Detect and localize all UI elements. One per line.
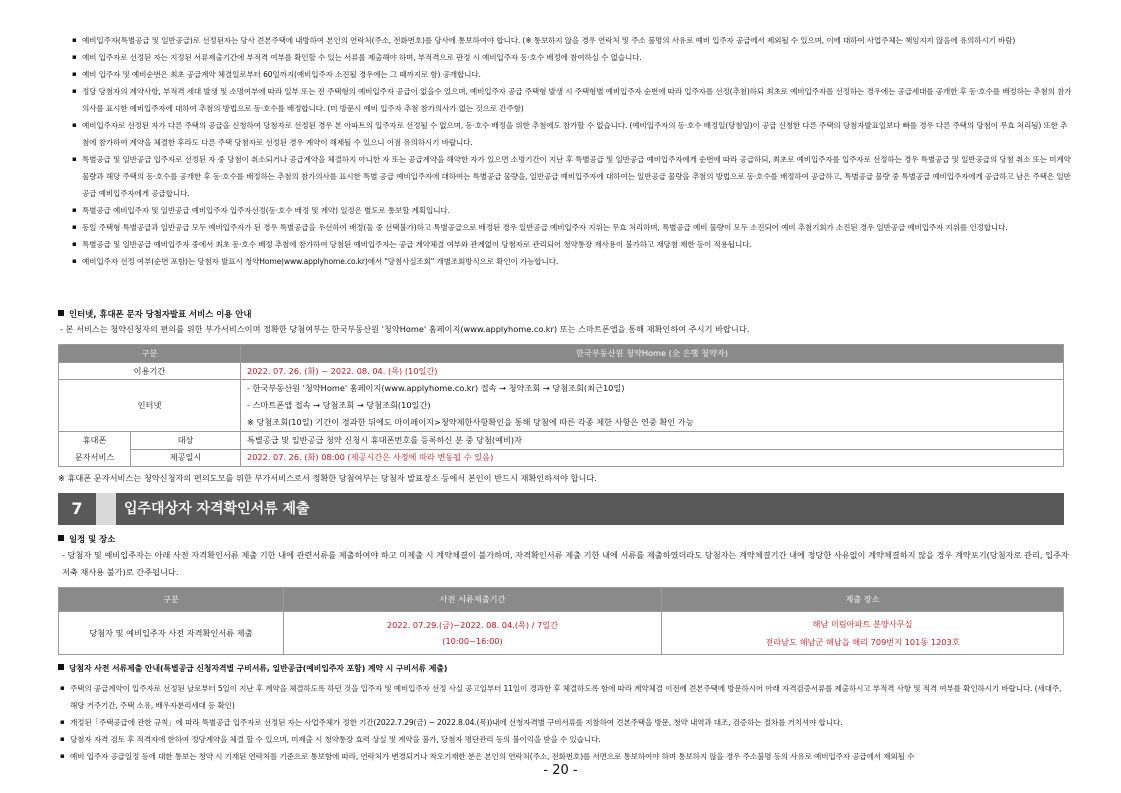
submission-period: 2022. 07.29.(금)~2022. 08. 04.(목) / 7일간 (10:00~16:00): [284, 612, 662, 655]
section-title: 입주대상자 자격확인서류 제출: [116, 493, 1064, 525]
list-item: ▪ 당첨자 자격 검토 후 적격자에 한하여 정당계약을 체결 할 수 있으며, 미제출 시 청약통장 효력 상실 및 계약을 불가, 당첨자 명단관리 등의 불이익을 받을 수 있습니다.: [60, 731, 1070, 748]
list-item: ▪ 예비입주자 선정 여부(순번 포함)는 당첨자 발표시 청약Home(www.applyhome.co.kr)에서 "당첨사실조회" 개별조회방식으로 확인이 가능합니다.: [72, 253, 1072, 270]
square-bullet-icon: [58, 664, 64, 670]
notice-table: [58, 344, 1064, 467]
target-value: 특별공급 및 일반공급 청약 신청시 휴대폰번호를 등록하신 분 중 당첨(예비)자: [241, 432, 1064, 450]
list-item: ▪ 예비입주자로 선정된 자가 다른 주택의 공급을 신청하여 당첨자로 선정된 경우 본 아파트의 입주자로 선정될 수 없으며, 동·호수 배정을 위한 추첨에도 참가할 수 없습니다. (예비입주자의 동·호수 배정일(당첨일)이 공급 신청한 다른 주택의 당첨자발표일보다 빠를 경우 다른 주택의 당첨이 무효 처리됨) 또한 추첨에 참가하여 계약을 체결한 후라도 다른 주택 당첨자로 선정된 경우 계약이 해제될 수 있으니 이점 유의하시기 바랍니다.: [72, 117, 1072, 151]
schedule-heading: 일정 및 장소: [58, 533, 115, 545]
internet-line: ※ 당첨조회(10일) 기간이 경과한 뒤에도 마이페이지>청약제한사항확인을 통해 당첨에 따른 각종 제한 사항은 연중 확인 가능: [247, 417, 694, 427]
list-item: ▪ 예비 입주자 공급일정 등에 대한 통보는 청약 시 기재된 연락처를 기준으로 통보함에 따라, 연락처가 변경되거나 착오기재한 분은 본인의 연락처(주소, 전화번호)를 서면으로 통보하여야 하며 통보하지 않을 경우 주소불명 등의 사유로 예비입주자 공급에서 제외될 수: [60, 748, 1070, 765]
list-item: ▪ 예비 입주자로 선정된 자는 지정된 서류제출기간에 부적격 여부를 확인할 수 있는 서류를 제출해야 하며, 부적격으로 판정 시 예비입주자 동·호수 배정에 참여하실 수 없습니다.: [72, 49, 1072, 66]
table-header: 구분: [59, 588, 284, 612]
list-item: ▪ 동일 주택형 특별공급과 일반공급 모두 예비입주자가 된 경우 특별공급을 우선하여 배정(둘 중 선택불가)하고 특별공급으로 배정된 경우 일반공급 예비입주자 지위는 무효 처리하며, 특별공급 예비 물량이 모두 소진되어 예비 추첨기회가 소진된 경우 일반공급 예비입주자 지위를 인정합니다.: [72, 219, 1072, 236]
square-bullet-icon: [58, 310, 64, 316]
list-item: ▪ 예비입주자(특별공급 및 일반공급)로 선정된자는 당사 견본주택에 내방하여 본인의 연락처(주소, 전화번호)를 당사에 통보하여야 합니다. (※ 통보하지 않을 경우 연락처 및 주소 불명의 사유로 예비 입주자 공급에서 제외될 수 있으며, 이에 대하여 사업주체는 책임지지 않음에 유의하시기 바람): [72, 32, 1072, 49]
internet-line: - 한국부동산원 '청약Home' 홈페이지(www.applyhome.co.kr) 접속 → 청약조회 → 당첨조회(최근10일): [247, 383, 625, 393]
list-item: ▪ 주택의 공급계약이 입주자로 선정된 날로부터 5일이 지난 후 계약을 체결하도록 하던 것을 입주자 및 예비입주자 선정 사실 공고일부터 11일이 경과한 후 체결하도록 함에 따라 계약체결 이전에 견본주택에 방문하시어 아래 자격검증서류를 제출하시고 부적격 사항 및 적격 여부를 확인하시기 바랍니다. (세대주, 해당 거주기간, 주택 소유, 배우자분리세대 등 확인): [60, 680, 1070, 714]
submission-list: [60, 680, 1070, 765]
target-label: 대상: [131, 432, 241, 450]
period-label: 이용기간: [59, 363, 241, 380]
list-item: ▪ 예비 입주자 및 예비순번은 최초 공급계약 체결일로부터 60일까지(예비입주자 소진될 경우에는 그 때까지로 함) 공개합니다.: [72, 66, 1072, 83]
page-number: - 20 -: [543, 763, 578, 778]
sms-label: 휴대폰 문자서비스: [59, 432, 131, 467]
square-bullet-icon: [58, 535, 64, 541]
submission-place: 해남 미림아파트 분양사무실 전라남도 해남군 해남읍 해리 709번지 101동 1203호: [662, 612, 1064, 655]
list-item: ▪ 개정된「주택공급에 관한 규칙」에 따라 특별공급 입주자로 선정된 자는 사업주체가 정한 기간(2022.7.29(금) ~ 2022.8.04.(목))내에 신청자격별 구비서류를 지참하여 견본주택을 방문, 청약 내역과 대조, 검증하는 절차를 거치셔야 합니다.: [60, 714, 1070, 731]
provide-value: 2022. 07. 26. (화) 08:00 (제공시간은 사정에 따라 변동될 수 있음): [241, 449, 1064, 467]
notice-footnote: ※ 휴대폰 문자서비스는 청약신청자의 편의도모를 위한 부가서비스로서 정확한 당첨여부는 당첨자 발표장소 등에서 본인이 반드시 재확인하셔야 합니다.: [58, 473, 597, 483]
submission-heading: 당첨자 사전 서류제출 안내(특별공급 신청자격별 구비서류, 일반공급(예비입주자 포함) 계약 시 구비서류 제출): [58, 663, 447, 674]
reserve-notice-list: [72, 32, 1072, 270]
section-number: 7: [58, 493, 96, 525]
table-header: 제출 장소: [662, 588, 1064, 612]
table-header: 한국부동산원 청약Home (全 은행 청약자): [241, 345, 1064, 363]
internet-line: - 스마트폰앱 접속 → 당첨조회 → 당첨조회(10일간): [247, 400, 431, 410]
list-item: ▪ 특별공급 예비입주자 및 일반공급 예비입주자 입주자선정(동·호수 배정 및 계약) 일정은 별도로 통보할 계획입니다.: [72, 202, 1072, 219]
provide-label: 제공일시: [131, 449, 241, 467]
period-value: 2022. 07. 26. (화) ~ 2022. 08. 04. (목) (10일간): [241, 363, 1064, 380]
table-header: 사전 서류제출기간: [284, 588, 662, 612]
notice-intro: - 본 서비스는 청약신청자의 편의를 위한 부가서비스이며 정확한 당첨여부는 한국부동산원 '청약Home' 홈페이지(www.applyhome.co.kr) 또는 스마트폰앱을 통해 재확인하여 주시기 바랍니다.: [60, 324, 750, 334]
schedule-table: [58, 587, 1064, 655]
internet-label: 인터넷: [59, 380, 241, 432]
table-header: 구분: [59, 345, 241, 363]
list-item: ▪ 특별공급 및 일반공급 입주자로 선정된 자 중 당첨이 취소되거나 공급계약을 체결하지 아니한 자 또는 공급계약을 해약한 자가 있으면 소명기간이 지난 후 특별공급 및 일반공급 예비입주자에게 순번에 따라 공급하되, 최초로 예비입주자를 입주자로 선정하는 경우 특별공급 및 일반공급의 당첨 취소 또는 미계약 물량과 해당 주택의 동·호수를 공개한 후 동·호수를 배정하는 추첨의 참가의사를 표시한 특별 공급 예비입주자에 대하여는 특별공급 물량을, 일반공급 예비입주자에 대하여는 일반공급 물량을 추첨의 방법으로 동·호수를 배정하여 공급하고, 특별공급 물량 중 특별공급 예비입주자에게 공급하고 남은 주택은 일반공급 예비입주자에게 공급합니다.: [72, 151, 1072, 202]
section-banner: [58, 493, 1064, 525]
submission-row-label: 당첨자 및 예비입주자 사전 자격확인서류 제출: [59, 612, 284, 655]
internet-instructions: [241, 380, 1064, 432]
schedule-intro: - 당첨자 및 예비입주자는 아래 사전 자격확인서류 제출 기한 내에 관련서류를 제출하여야 하고 미제출 시 계약체결이 불가하며, 자격확인서류 제출 기한 내에 서류를 제출하였더라도 당첨자는 계약체결기간 내에 정당한 사유없이 계약체결하지 않을 경우 계약포기(당첨자로 관리, 입주자저축 재사용 불가)로 간주됩니다.: [62, 550, 1069, 577]
list-item: ▪ 특별공급 및 일반공급 예비입주자 중에서 최초 동·호수 배정 추첨에 참가하여 당첨된 예비입주자는 공급 계약체결 여부와 관계없이 당첨자로 관리되어 청약통장 재사용이 불가하고 재당첨 제한 등이 적용됩니다.: [72, 236, 1072, 253]
notice-heading: 인터넷, 휴대폰 문자 당첨자발표 서비스 이용 안내: [58, 308, 251, 320]
list-item: ▪ 정당 당첨자의 계약사항, 부적격 세대 발생 및 소명여부에 따라 일부 또는 전 주택형의 예비입주자 공급이 없을수 있으며, 예비입주자 공급 주택형 발생 시 주택형별 예비입주자 순번에 따라 입주자를 선정(추첨)하되 최초로 예비입주자를 선정하는 경우에는 공급세대를 공개한 후 동·호수를 배정하는 추첨의 참가 의사를 표시한 예비입주자에 대하여 추첨의 방법으로 동·호수를 배정합니다. (미 방문시 예비 입주자 추첨 참가의사가 없는 것으로 간주함): [72, 83, 1072, 117]
